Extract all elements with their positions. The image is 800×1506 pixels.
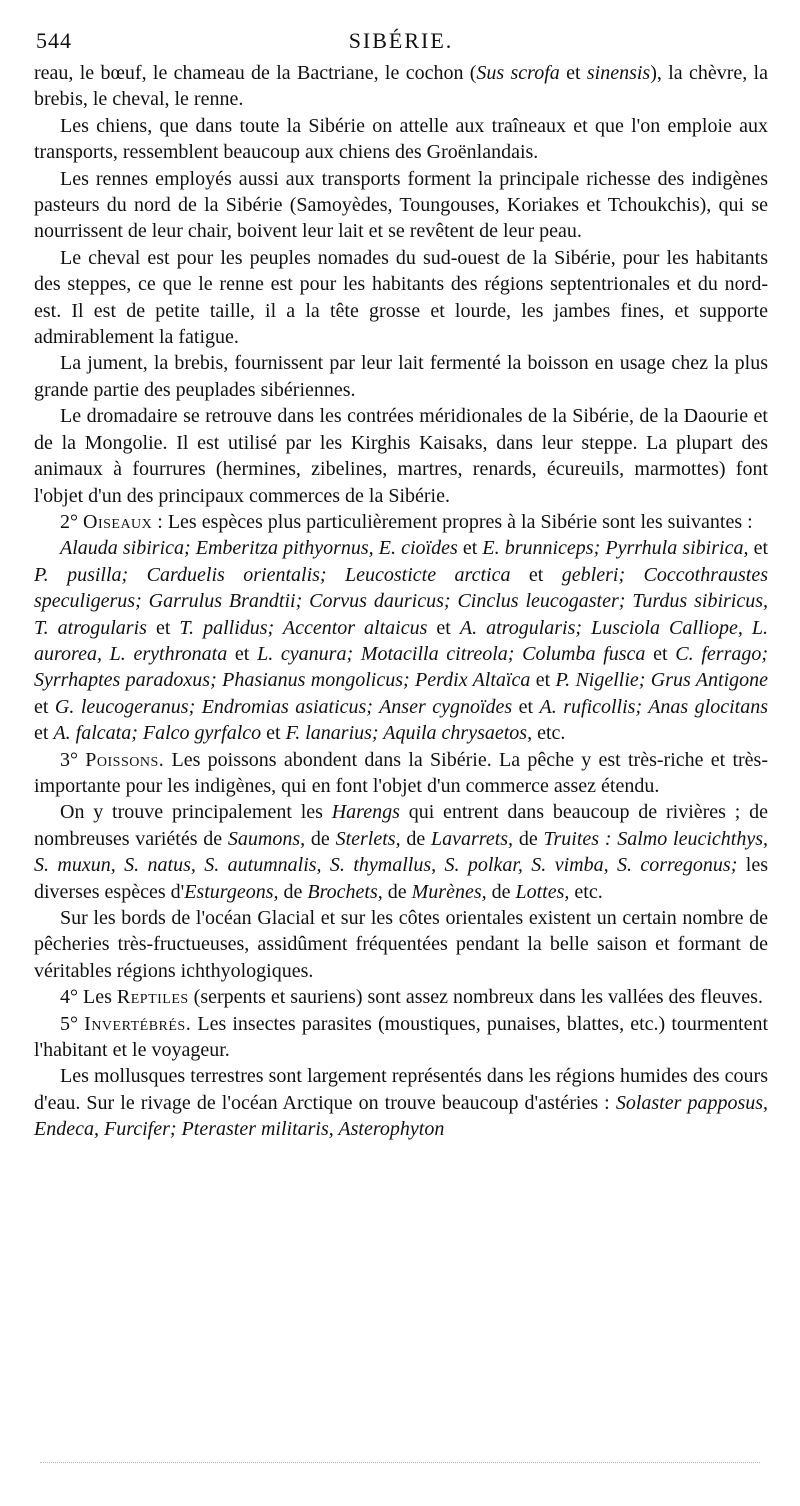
page-number: 544 (36, 28, 72, 53)
paragraph-dogs: Les chiens, que dans toute la Sibérie on attelle aux traîneaux et que l'on emploie aux transports, ressemblent beaucoup aux chiens des Groënlandais. (34, 114, 768, 164)
footer-dotted-rule (40, 1462, 760, 1463)
paragraph-reindeer: Les rennes employés aussi aux transports forment la principale richesse des indigènes pasteurs du nord de la Sibérie (Samoyèdes, Toungouses, Koriakes et Tchoukchis), qui se nourrissent de leur chair, boivent leur lait et se revêtent de leur peau. (34, 167, 768, 243)
paragraph-horse: Le cheval est pour les peuples nomades du sud-ouest de la Sibérie, pour les habitants des steppes, ce que le renne est pour les habitants des régions septentrionales et du nord-est. Il est de petite taille, il a la tête grosse et lourde, les jambes fines, et supporte admirablement la fatigue. (34, 246, 768, 349)
running-title: SIBÉRIE. (348, 28, 454, 53)
section-heading: Reptiles (116, 986, 189, 1009)
section-heading: Invertébrés. (84, 1012, 192, 1035)
page-header (34, 26, 768, 60)
paragraph-fish-species: On y trouve principalement les Harengs qui entrent dans beaucoup de rivières ; de nombreuses variétés de Saumons, de Sterlets, de Lavarrets, de Truites : Salmo leucichthys, S. muxun, S. natus, S. autumnalis, S. thymallus, S. polkar, S. vimba, S. corregonus; les diverses espèces d'Esturgeons, de Brochets, de Murènes, de Lottes, etc. (34, 801, 769, 903)
section-birds: 2° Oiseaux : Les espèces plus particulièrement propres à la Sibérie sont les suivantes : (60, 510, 753, 533)
section-invertebrates: 5° Invertébrés. Les insectes parasites (moustiques, punaises, blattes, etc.) tourmentent l'habitant et le voyageur. (34, 1012, 768, 1062)
page-body (34, 60, 768, 1143)
paragraph-mollusks: Les mollusques terrestres sont largement représentés dans les régions humides des cours d'eau. Sur le rivage de l'océan Arctique on trouve beaucoup d'astéries : Solaster papposus, Endeca, Furcifer; Pteraster militaris, Asterophyton (34, 1065, 769, 1141)
paragraph-mare: La jument, la brebis, fournissent par leur lait fermenté la boisson en usage chez la plus grande partie des peuplades sibériennes. (34, 352, 768, 401)
section-heading: Oiseaux (83, 510, 153, 533)
paragraph-fisheries: Sur les bords de l'océan Glacial et sur les côtes orientales existent un certain nombre de pêcheries très-fructueuses, assidûment fréquentées pendant la belle saison et formant de véritables régions ichthyologiques. (34, 907, 768, 982)
bird-species-list: Alauda sibirica; Emberitza pithyornus, E. cioïdes et E. brunniceps; Pyrrhula sibirica, et P. pusilla; Carduelis orientalis; Leucosticte arctica et gebleri; Coccothraustes speculigerus; Garrulus Brandtii; Corvus dauricus; Cinclus leucogaster; Turdus sibiricus, T. atrogularis et T. pallidus; Accentor altaicus et A. atrogularis; Lusciola Calliope, L. aurorea, L. erythronata et L. cyanura; Motacilla citreola; Columba fusca et C. ferrago; Syrrhaptes paradoxus; Phasianus mongolicus; Perdix Altaïca et P. Nigellie; Grus Antigone et G. leucogeranus; Endromias asiaticus; Anser cygnoïdes et A. ruficollis; Anas glocitans et A. falcata; Falco gyrfalco et F. lanarius; Aquila chrysaetos, etc. (34, 537, 769, 745)
book-page (34, 26, 768, 1143)
paragraph-dromedary: Le dromadaire se retrouve dans les contrées méridionales de la Sibérie, de la Daourie et de la Mongolie. Il est utilisé par les Kirghis Kaisaks, dans leur steppe. La plupart des animaux à fourrures (hermines, zibelines, martres, renards, écureuils, marmottes) font l'objet d'un des principaux commerces de la Sibérie. (34, 405, 768, 507)
section-heading: Poissons. (85, 748, 165, 771)
section-reptiles: 4° Les Reptiles (serpents et sauriens) sont assez nombreux dans les vallées des fleuves. (60, 986, 763, 1009)
paragraph-domestic-animals: reau, le bœuf, le chameau de la Bactriane, le cochon (Sus scrofa et sinensis), la chèvre, la brebis, le cheval, le renne. (34, 62, 768, 111)
section-fish: 3° Poissons. Les poissons abondent dans la Sibérie. La pêche y est très-riche et très-importante pour les indigènes, qui en font l'objet d'un commerce assez étendu. (34, 748, 769, 797)
